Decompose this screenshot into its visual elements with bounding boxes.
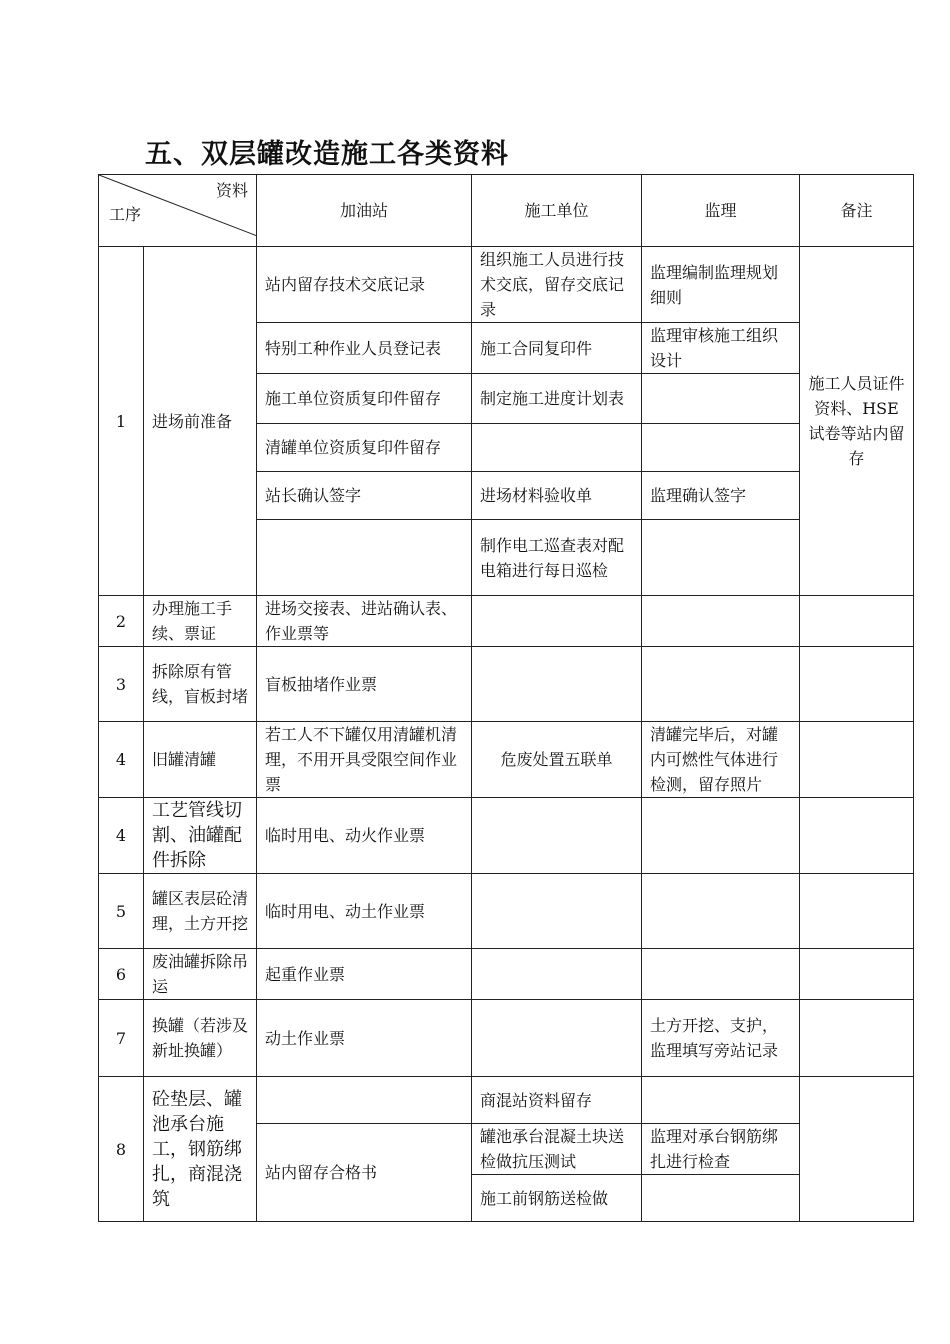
supervision-cell — [642, 596, 800, 647]
table-row — [99, 798, 914, 874]
remarks-cell — [800, 874, 914, 949]
row-number: 6 — [99, 949, 144, 1000]
process-cell: 砼垫层、罐池承台施工，钢筋绑扎，商混浇筑 — [144, 1077, 257, 1222]
process-cell: 进场前准备 — [144, 247, 257, 596]
page-title: 五、双层罐改造施工各类资料 — [145, 139, 509, 170]
contractor-cell: 施工前钢筋送检做 — [472, 1175, 642, 1222]
contractor-cell: 制定施工进度计划表 — [472, 374, 642, 424]
contractor-cell — [472, 596, 642, 647]
process-cell: 废油罐拆除吊运 — [144, 949, 257, 1000]
supervision-cell: 监理编制监理规划细则 — [642, 247, 800, 323]
table-row — [99, 722, 914, 798]
contractor-cell — [472, 798, 642, 874]
supervision-cell: 监理对承台钢筋绑扎进行检查 — [642, 1124, 800, 1175]
supervision-cell: 监理确认签字 — [642, 472, 800, 520]
supervision-cell: 监理审核施工组织设计 — [642, 323, 800, 374]
station-cell — [257, 1077, 472, 1124]
station-cell: 特别工种作业人员登记表 — [257, 323, 472, 374]
process-cell: 办理施工手续、票证 — [144, 596, 257, 647]
contractor-cell — [472, 1000, 642, 1077]
process-cell: 拆除原有管线，盲板封堵 — [144, 647, 257, 722]
remarks-cell — [800, 949, 914, 1000]
diagonal-header-cell — [99, 175, 257, 247]
remarks-cell — [800, 1000, 914, 1077]
contractor-cell — [472, 647, 642, 722]
construction-data-table — [98, 174, 914, 1222]
supervision-cell: 清罐完毕后，对罐内可燃性气体进行检测，留存照片 — [642, 722, 800, 798]
contractor-cell: 施工合同复印件 — [472, 323, 642, 374]
supervision-cell: 土方开挖、支护，监理填写旁站记录 — [642, 1000, 800, 1077]
row-number: 4 — [99, 722, 144, 798]
process-cell: 罐区表层砼清理，土方开挖 — [144, 874, 257, 949]
row-number: 2 — [99, 596, 144, 647]
supervision-cell — [642, 1175, 800, 1222]
contractor-cell — [472, 874, 642, 949]
station-cell: 施工单位资质复印件留存 — [257, 374, 472, 424]
col-header-station: 加油站 — [257, 175, 472, 247]
process-cell: 换罐（若涉及新址换罐） — [144, 1000, 257, 1077]
contractor-cell: 罐池承台混凝土块送检做抗压测试 — [472, 1124, 642, 1175]
table-header-row — [99, 175, 914, 247]
corner-label-process: 工序 — [109, 205, 142, 224]
remarks-cell — [800, 798, 914, 874]
station-cell: 站内留存技术交底记录 — [257, 247, 472, 323]
table-row — [99, 247, 914, 323]
contractor-cell: 商混站资料留存 — [472, 1077, 642, 1124]
col-header-supervision: 监理 — [642, 175, 800, 247]
contractor-cell — [472, 949, 642, 1000]
remarks-cell — [800, 1077, 914, 1222]
supervision-cell — [642, 520, 800, 596]
supervision-cell — [642, 798, 800, 874]
station-cell: 进场交接表、进站确认表、作业票等 — [257, 596, 472, 647]
table-row — [99, 647, 914, 722]
contractor-cell: 组织施工人员进行技术交底，留存交底记录 — [472, 247, 642, 323]
table-row — [99, 874, 914, 949]
row-number: 8 — [99, 1077, 144, 1222]
row-number: 7 — [99, 1000, 144, 1077]
station-cell: 盲板抽堵作业票 — [257, 647, 472, 722]
supervision-cell — [642, 424, 800, 472]
table-row — [99, 1077, 914, 1124]
corner-label-materials: 资料 — [215, 181, 248, 200]
col-header-remarks: 备注 — [800, 175, 914, 247]
process-cell: 旧罐清罐 — [144, 722, 257, 798]
remarks-cell — [800, 722, 914, 798]
remarks-cell — [800, 647, 914, 722]
supervision-cell — [642, 1077, 800, 1124]
station-cell — [257, 520, 472, 596]
table-row — [99, 949, 914, 1000]
supervision-cell — [642, 374, 800, 424]
station-cell: 站内留存合格书 — [257, 1124, 472, 1222]
remarks-cell: 施工人员证件资料、HSE试卷等站内留存 — [800, 247, 914, 596]
contractor-cell: 制作电工巡查表对配电箱进行每日巡检 — [472, 520, 642, 596]
station-cell: 临时用电、动土作业票 — [257, 874, 472, 949]
contractor-cell — [472, 424, 642, 472]
supervision-cell — [642, 647, 800, 722]
station-cell: 清罐单位资质复印件留存 — [257, 424, 472, 472]
supervision-cell — [642, 949, 800, 1000]
process-cell: 工艺管线切割、油罐配件拆除 — [144, 798, 257, 874]
supervision-cell — [642, 874, 800, 949]
table-row — [99, 1000, 914, 1077]
station-cell: 临时用电、动火作业票 — [257, 798, 472, 874]
remarks-cell — [800, 596, 914, 647]
contractor-cell: 危废处置五联单 — [472, 722, 642, 798]
contractor-cell: 进场材料验收单 — [472, 472, 642, 520]
row-number: 3 — [99, 647, 144, 722]
row-number: 4 — [99, 798, 144, 874]
station-cell: 起重作业票 — [257, 949, 472, 1000]
col-header-contractor: 施工单位 — [472, 175, 642, 247]
row-number: 1 — [99, 247, 144, 596]
station-cell: 站长确认签字 — [257, 472, 472, 520]
row-number: 5 — [99, 874, 144, 949]
station-cell: 动土作业票 — [257, 1000, 472, 1077]
table-row — [99, 596, 914, 647]
station-cell: 若工人不下罐仅用清罐机清理，不用开具受限空间作业票 — [257, 722, 472, 798]
